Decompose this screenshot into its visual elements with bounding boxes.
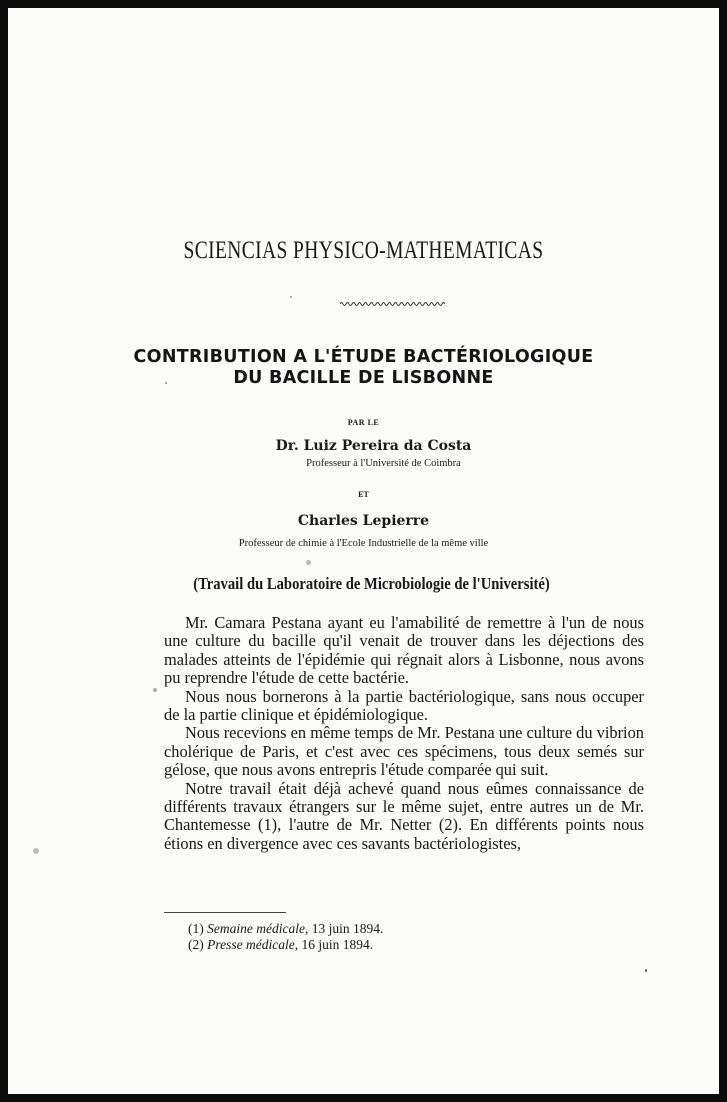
footnote-2-date: 16 juin 1894. bbox=[301, 936, 374, 952]
author-2-name: Charles Lepierre bbox=[297, 513, 430, 529]
decorative-wave-rule bbox=[340, 300, 446, 308]
paper-speck bbox=[165, 382, 167, 384]
article-title-line-1: CONTRIBUTION A L'ÉTUDE BACTÉRIOLOGIQUE bbox=[133, 347, 594, 367]
footnote-1-date: 13 juin 1894. bbox=[311, 921, 384, 936]
par-le-label: PAR LE bbox=[347, 418, 380, 427]
author-2-affiliation: Professeur de chimie à l'Ecole Industrielle de la même ville bbox=[238, 538, 489, 549]
footnote-rule bbox=[164, 912, 286, 913]
paragraph-3: Nous recevions en même temps de Mr. Pestana une culture du vibrion cholérique de Paris, et c'est avec ces spécimens, tous deux semés sur gélose, que nous avons entrepris l'étude comparée qui suit. bbox=[164, 723, 644, 780]
footnote-2-source: Presse médicale, bbox=[207, 936, 299, 952]
article-title-line-2: DU BACILLE DE LISBONNE bbox=[233, 368, 494, 388]
document-page bbox=[8, 8, 719, 1094]
paper-speck bbox=[290, 296, 292, 298]
laboratory-note: (Travail du Laboratoire de Microbiologie de l'Université) bbox=[193, 574, 550, 593]
body-text bbox=[164, 614, 644, 853]
footnotes bbox=[188, 921, 383, 952]
footnote-2 bbox=[188, 937, 383, 953]
paper-speck bbox=[33, 848, 39, 854]
paper-speck bbox=[306, 560, 311, 565]
footnote-1-source: Semaine médicale, bbox=[207, 921, 309, 936]
author-1-name: Dr. Luiz Pereira da Costa bbox=[275, 438, 472, 454]
section-title: SCIENCIAS PHYSICO-MATHEMATICAS bbox=[183, 237, 544, 264]
paper-speck bbox=[153, 688, 157, 692]
paragraph-4: Notre travail était déjà achevé quand nous eûmes connaissance de différents travaux étrangers sur le même sujet, entre autres un de Mr. Chantemesse (1), l'autre de Mr. Netter (2). En différents points nous étions en divergence avec ces savants bactériologistes, bbox=[164, 778, 644, 853]
author-1-affiliation: Professeur à l'Université de Coimbra bbox=[306, 458, 461, 469]
footnote-1-marker: (1) bbox=[188, 921, 204, 936]
footnote-2-marker: (2) bbox=[188, 936, 204, 952]
paragraph-1: Mr. Camara Pestana ayant eu l'amabilité de remettre à l'un de nous une culture du bacille qu'il venait de trouver dans les déjections des malades atteints de l'épidémie qui régnait alors à Lisbonne, nous avons pu reprendre l'étude de cette bactérie. bbox=[164, 613, 644, 688]
article-title bbox=[8, 347, 719, 389]
footnote-1 bbox=[188, 921, 383, 937]
et-label: ET bbox=[358, 490, 369, 499]
paper-speck bbox=[645, 969, 647, 972]
paragraph-2: Nous nous bornerons à la partie bactériologique, sans nous occuper de la partie clinique et épidémiologique. bbox=[164, 686, 644, 725]
